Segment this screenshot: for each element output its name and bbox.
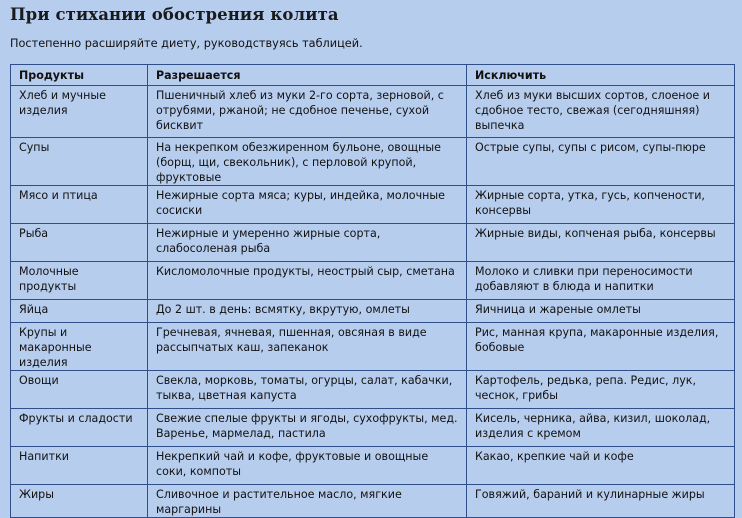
excluded-cell: Яичница и жареные омлеты bbox=[467, 300, 735, 323]
page-title: При стихании обострения колита bbox=[10, 5, 339, 24]
excluded-cell: Говяжий, бараний и кулинарные жиры bbox=[467, 485, 735, 518]
product-cell: Хлеб и мучные изделия bbox=[11, 86, 148, 138]
excluded-cell: Молоко и сливки при переносимости добавляют в блюда и напитки bbox=[467, 262, 735, 300]
excluded-cell: Жирные сорта, утка, гусь, копчености, консервы bbox=[467, 186, 735, 224]
excluded-cell: Кисель, черника, айва, кизил, шоколад, изделия с кремом bbox=[467, 409, 735, 447]
product-cell: Молочные продукты bbox=[11, 262, 148, 300]
allowed-cell: Сливочное и растительное масло, мягкие маргарины bbox=[148, 485, 467, 518]
table-header-row bbox=[11, 65, 735, 86]
table-row bbox=[11, 447, 735, 485]
product-cell: Напитки bbox=[11, 447, 148, 485]
diet-table bbox=[10, 64, 735, 518]
allowed-cell: Нежирные и умеренно жирные сорта, слабосоленая рыба bbox=[148, 224, 467, 262]
excluded-cell: Рис, манная крупа, макаронные изделия, бобовые bbox=[467, 323, 735, 371]
table-row bbox=[11, 138, 735, 186]
product-cell: Яйца bbox=[11, 300, 148, 323]
allowed-cell: До 2 шт. в день: всмятку, вкрутую, омлеты bbox=[148, 300, 467, 323]
allowed-cell: Нежирные сорта мяса; куры, индейка, молочные сосиски bbox=[148, 186, 467, 224]
column-header-products: Продукты bbox=[11, 65, 148, 86]
product-cell: Овощи bbox=[11, 371, 148, 409]
product-cell: Крупы и макаронные изделия bbox=[11, 323, 148, 371]
allowed-cell: Свежие спелые фрукты и ягоды, сухофрукты, мед. Варенье, мармелад, пастила bbox=[148, 409, 467, 447]
table-row bbox=[11, 371, 735, 409]
product-cell: Супы bbox=[11, 138, 148, 186]
product-cell: Мясо и птица bbox=[11, 186, 148, 224]
excluded-cell: Какао, крепкие чай и кофе bbox=[467, 447, 735, 485]
table-row bbox=[11, 224, 735, 262]
table-row bbox=[11, 409, 735, 447]
excluded-cell: Жирные виды, копченая рыба, консервы bbox=[467, 224, 735, 262]
table-row bbox=[11, 186, 735, 224]
allowed-cell: Кисломолочные продукты, неострый сыр, сметана bbox=[148, 262, 467, 300]
table-row bbox=[11, 86, 735, 138]
product-cell: Рыба bbox=[11, 224, 148, 262]
excluded-cell: Хлеб из муки высших сортов, слоеное и сдобное тесто, свежая (сегодняшняя) выпечка bbox=[467, 86, 735, 138]
allowed-cell: Свекла, морковь, томаты, огурцы, салат, кабачки, тыква, цветная капуста bbox=[148, 371, 467, 409]
product-cell: Фрукты и сладости bbox=[11, 409, 148, 447]
page-subtitle: Постепенно расширяйте диету, руководствуясь таблицей. bbox=[10, 37, 363, 50]
table-row bbox=[11, 300, 735, 323]
allowed-cell: Некрепкий чай и кофе, фруктовые и овощные соки, компоты bbox=[148, 447, 467, 485]
product-cell: Жиры bbox=[11, 485, 148, 518]
excluded-cell: Картофель, редька, репа. Редис, лук, чеснок, грибы bbox=[467, 371, 735, 409]
excluded-cell: Острые супы, супы с рисом, супы-пюре bbox=[467, 138, 735, 186]
table-row bbox=[11, 323, 735, 371]
allowed-cell: На некрепком обезжиренном бульоне, овощные (борщ, щи, свекольник), с перловой крупой, фруктовые bbox=[148, 138, 467, 186]
allowed-cell: Пшеничный хлеб из муки 2-го сорта, зерновой, с отрубями, ржаной; не сдобное печенье, сухой бисквит bbox=[148, 86, 467, 138]
table-row bbox=[11, 485, 735, 518]
table-row bbox=[11, 262, 735, 300]
allowed-cell: Гречневая, ячневая, пшенная, овсяная в виде рассыпчатых каш, запеканок bbox=[148, 323, 467, 371]
column-header-excluded: Исключить bbox=[467, 65, 735, 86]
column-header-allowed: Разрешается bbox=[148, 65, 467, 86]
